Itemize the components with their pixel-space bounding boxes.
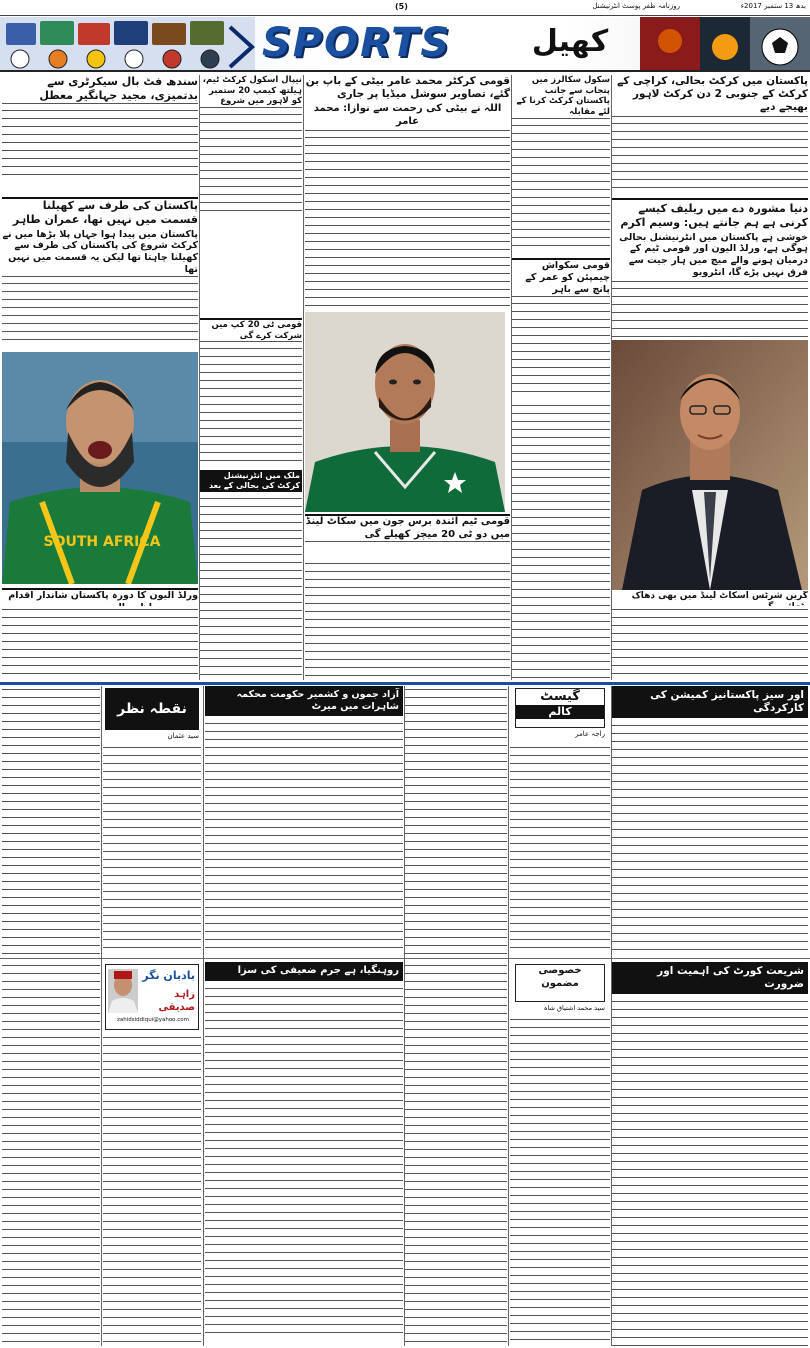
story-headline: سکول سکالرز میں پنجاب سے جانب پاکستان کرکٹ کرنا کے لئے مقابلہ [512, 75, 610, 119]
story-lead: خوشی ہے پاکستان میں انٹرنیشنل بحالی ہوگی ہے، ورلڈ الیون اور قومی ٹیم کے درمیان ہونے والے میچ میں ہار جیت سے فرق نہیں پڑے گا، انٹرویو [612, 232, 808, 283]
masthead-date: بدھ 13 ستمبر 2017ء [740, 2, 806, 10]
story-body [2, 606, 198, 680]
story-headline: قومی ٹی 20 کپ میں شرکت کرے گی [200, 318, 302, 342]
badge-top: گیسٹ [540, 689, 580, 704]
page-number: (5) [395, 2, 408, 11]
wasim-akram-photo [612, 340, 808, 590]
column-badban-nagar [103, 962, 201, 1347]
badge-text: نقطہ نظر [117, 701, 187, 717]
story-body [512, 402, 610, 680]
masthead [0, 0, 810, 16]
story-cricket-revival [612, 75, 808, 195]
story-body [305, 560, 510, 680]
mohammad-amir-photo [305, 312, 505, 512]
story-lead: پاکستان میں پیدا ہوا جہاں پلا بڑھا میں نے کرکٹ شروع کی پاکستان کی طرف سے کھیلنا چاہتا تھا لیکن یہ قسمت میں نہیں تھا [2, 228, 198, 276]
sports-banner [0, 17, 810, 72]
column-body [612, 998, 808, 1347]
story-squash-champion [512, 258, 610, 398]
story-sindh-football [2, 75, 198, 195]
sports-wordmark: SPORTS [262, 23, 452, 63]
masthead-publication: روزنامہ ظفر پوسٹ انٹرنیشنل [592, 2, 680, 10]
story-headline: ورلڈ الیون کا دورہ پاکستان شاندار اقدام [2, 588, 198, 615]
story-subheadline: اللہ نے بیٹی کی رحمت سے نوازا: محمد عامر [305, 103, 510, 131]
column-overseas-commission [612, 686, 808, 956]
story-body [612, 285, 808, 338]
story-body [612, 120, 808, 195]
column-headline: آزاد جموں و کشمیر حکومت محکمہ شاہرات میں میرٹ [205, 686, 403, 716]
column-body [612, 722, 808, 956]
story-body [200, 495, 302, 680]
badge-text: بادبان نگر [142, 969, 195, 982]
story-headline: قومی کرکٹر محمد عامر بیٹی کے باپ بن گئے، تصاویر سوشل میڈیا پر جاری [305, 75, 510, 101]
story-body [512, 122, 610, 252]
badge-bottom: کالم [516, 705, 604, 719]
column-author: زاہد صدیقی [158, 989, 195, 1013]
story-imran-tahir [2, 197, 198, 347]
sports-collage-left [0, 17, 255, 72]
sports-collage-right [640, 17, 810, 72]
story-headline: قومی ٹیم آئندہ برس جون میں سکاٹ لینڈ میں دو ٹی 20 میچز کھیلے گی [305, 514, 510, 542]
column-author: سید محمد اشتیاق شاہ [543, 1004, 605, 1012]
column-special-article [510, 962, 610, 1347]
viewpoint-badge [105, 688, 199, 730]
story-body [512, 300, 610, 398]
story-body [200, 111, 302, 215]
badge-top: خصوصی [538, 965, 582, 976]
column-viewpoint [103, 686, 201, 956]
author-email: zahidsiddiqui@yahoo.com [117, 1017, 189, 1023]
column-body [103, 1034, 201, 1346]
story-body [2, 280, 198, 340]
author-photo [108, 969, 138, 1013]
story-headline: قومی سکواش چیمپئن کو عمر کے پانچ سے باہر [512, 258, 610, 297]
story-body [2, 107, 198, 177]
story-nepal-school-cricket [200, 75, 302, 215]
story-body [612, 606, 808, 680]
column-headline: روہنگیا، ہے جرم ضعیفی کی سزا [205, 962, 403, 981]
story-body [200, 345, 302, 468]
column-shariah-court [612, 962, 808, 1347]
column-body [2, 686, 100, 956]
column-body [2, 962, 100, 1347]
jersey-text: SOUTH AFRICA [43, 534, 161, 550]
column-body [510, 744, 610, 954]
column-body [205, 985, 403, 1340]
story-t20-cup [200, 318, 302, 468]
story-headline: ملک میں انٹرنیشنل کرکٹ کی بحالی کے بعد [200, 470, 302, 492]
story-headline: نیپال اسکول کرکٹ ٹیم، ہیلتھ کیمپ 20 ستمبر کو لاہور میں شروع [200, 75, 302, 108]
story-international-cricket [200, 470, 302, 680]
column-headline: اور سیز پاکستانیز کمیشن کی کارکردگی [612, 686, 808, 718]
wasim-caption: گرین شرٹس اسکاٹ لینڈ میں بھی دھاک [612, 591, 808, 615]
urdu-section-title: کھیل [531, 24, 609, 59]
story-mohammad-amir [305, 75, 510, 310]
imran-tahir-photo [2, 352, 198, 584]
story-body [305, 134, 510, 310]
badban-badge [105, 964, 199, 1030]
story-headline: پاکستان کی طرف سے کھیلنا قسمت میں نہیں تھا، عمران طاہر [2, 197, 198, 227]
column-author: سید عثمان [167, 732, 199, 740]
story-headline: دنیا مشورہ دے میں ریلیف کیسے کرنی ہے ہم جانتے ہیں: وسیم اکرم [612, 198, 808, 230]
story-headline: پاکستان میں کرکٹ بحالی، کراچی کے کرکٹ کے جنوبی 2 دن کرکٹ لاہور بھیجے دیے [612, 75, 808, 117]
special-article-badge [515, 964, 605, 1002]
column-body [205, 720, 403, 955]
column-ajk-highways [205, 686, 403, 956]
column-body [103, 744, 201, 954]
story-school-scholars [512, 75, 610, 255]
column-body [405, 686, 507, 956]
column-rohingya [205, 962, 403, 1347]
column-headline: شریعت کورٹ کی اہمیت اور ضرورت [612, 962, 808, 994]
column-author: راجہ عامر [575, 730, 605, 738]
column-guest [510, 686, 610, 956]
column-body [510, 1016, 610, 1346]
story-headline: سندھ فٹ بال سیکرٹری سے بدتمیزی، مجید جہانگیر معطل [2, 75, 198, 104]
badge-bottom: مضمون [541, 977, 579, 989]
story-wasim-akram [612, 198, 808, 338]
column-body [405, 962, 507, 1347]
guest-column-badge [515, 688, 605, 728]
